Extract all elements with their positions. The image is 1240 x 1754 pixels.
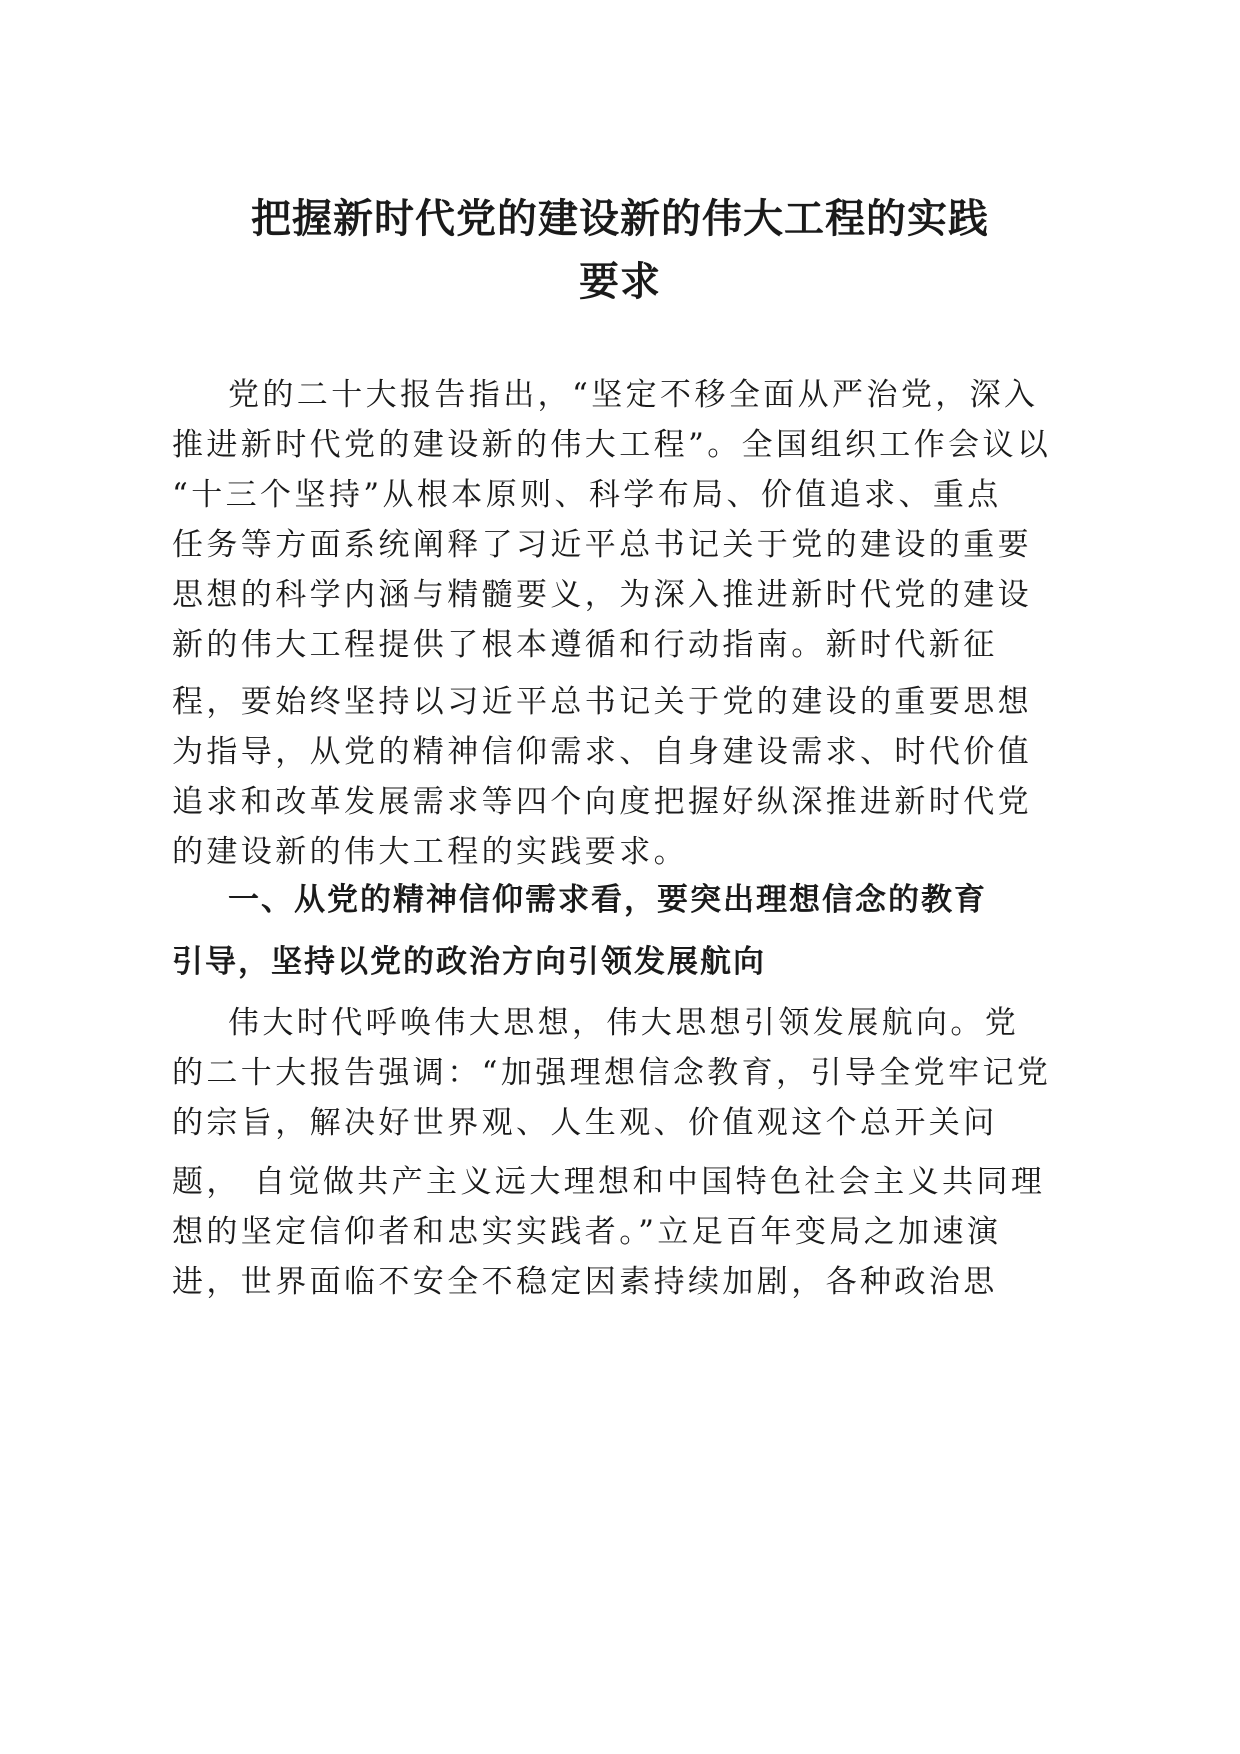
paragraph-1-line: 的建设新的伟大工程的实践要求。 [172, 834, 688, 870]
paragraph-1-line: “十三个坚持”从根本原则、科学布局、价值追求、重点 [172, 477, 1002, 513]
document-title-line-1: 把握新时代党的建设新的伟大工程的实践 [251, 196, 989, 242]
paragraph-1-line: 为指导，从党的精神信仰需求、自身建设需求、时代价值 [172, 734, 1032, 770]
paragraph-1-line: 新的伟大工程提供了根本遵循和行动指南。新时代新征 [172, 627, 998, 663]
paragraph-2-line: 的宗旨，解决好世界观、人生观、价值观这个总开关问 [172, 1105, 998, 1141]
paragraph-2-line: 想的坚定信仰者和忠实实践者。”立足百年变局之加速演 [172, 1214, 1002, 1250]
paragraph-1-line: 任务等方面系统阐释了习近平总书记关于党的建设的重要 [172, 527, 1032, 563]
paragraph-1-line: 推进新时代党的建设新的伟大工程”。全国组织工作会议以 [172, 427, 1052, 463]
paragraph-2-line: 题， 自觉做共产主义远大理想和中国特色社会主义共同理 [172, 1164, 1046, 1200]
paragraph-1-line: 思想的科学内涵与精髓要义，为深入推进新时代党的建设 [172, 577, 1032, 613]
paragraph-2-line: 伟大时代呼唤伟大思想，伟大思想引领发展航向。党 [228, 1005, 1020, 1041]
heading-1-line: 一、从党的精神信仰需求看，要突出理想信念的教育 [228, 882, 987, 918]
paragraph-1-line: 程，要始终坚持以习近平总书记关于党的建设的重要思想 [172, 684, 1032, 720]
paragraph-2-line: 的二十大报告强调：“加强理想信念教育，引导全党牢记党 [172, 1055, 1052, 1091]
paragraph-2-line: 进，世界面临不安全不稳定因素持续加剧，各种政治思 [172, 1264, 998, 1300]
heading-1-line: 引导，坚持以党的政治方向引领发展航向 [172, 944, 766, 980]
document-title-line-2: 要求 [579, 259, 661, 305]
paragraph-1-line: 党的二十大报告指出，“坚定不移全面从严治党，深入 [228, 377, 1039, 413]
paragraph-1-line: 追求和改革发展需求等四个向度把握好纵深推进新时代党 [172, 784, 1032, 820]
